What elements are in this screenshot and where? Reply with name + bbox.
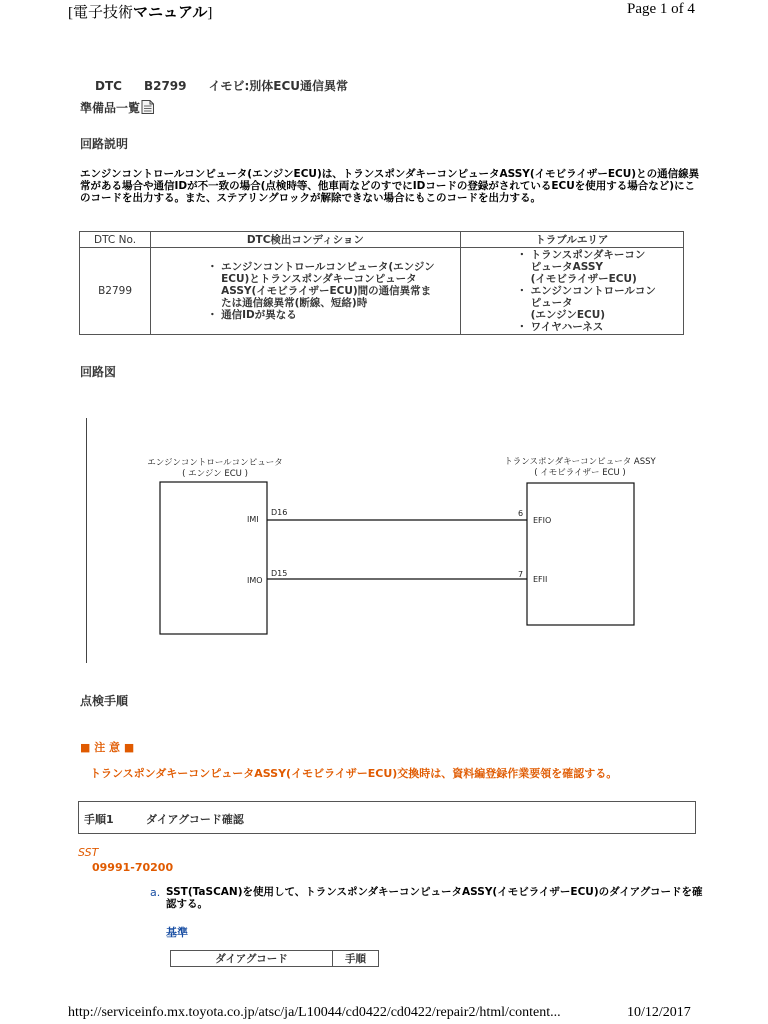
pin-imi-label: IMI bbox=[247, 515, 259, 524]
sst-number: 09991-70200 bbox=[92, 861, 174, 874]
pin-efii-label: EFII bbox=[533, 575, 548, 584]
substep-letter: a. bbox=[150, 886, 161, 899]
preparation-list-label: 準備品一覧 bbox=[80, 101, 141, 115]
caution-label: ■ 注 意 ■ bbox=[80, 741, 135, 754]
dtc-code: B2799 bbox=[143, 79, 187, 93]
trouble-area-header: トラブルエリア bbox=[460, 232, 683, 248]
immobilizer-ecu-box bbox=[527, 483, 634, 625]
header-title-suffix: ] bbox=[207, 5, 213, 21]
condition-item: ・ 通信IDが異なる bbox=[207, 309, 460, 321]
pin-d15-label: D15 bbox=[271, 569, 288, 578]
sst-label: SST bbox=[78, 846, 99, 859]
circuit-description-heading: 回路説明 bbox=[80, 137, 129, 151]
condition-item: ・ エンジンコントロールコンピュータ(エンジン ECU)とトランスポンダキーコンピュータ ASSY(イモビライザーECU)間の通信異常ま たは通信線異常(断線、短絡)時 bbox=[207, 261, 460, 309]
engine-ecu-box bbox=[160, 482, 267, 634]
pin-imo-label: IMO bbox=[247, 576, 263, 585]
footer-date: 10/12/2017 bbox=[627, 1005, 691, 1020]
right-unit-sub: ( イモビライザー ECU ) bbox=[534, 468, 626, 478]
step1-title: ダイアグコード確認 bbox=[146, 813, 244, 826]
dtc-no-header: DTC No. bbox=[80, 232, 151, 248]
dtc-name: イモビ:別体ECU通信異常 bbox=[208, 79, 349, 93]
diag-code-header: ダイアグコード bbox=[171, 951, 333, 967]
footer-url: http://serviceinfo.mx.toyota.co.jp/atsc/ja/L10044/cd0422/cd0422/repair2/html/content... bbox=[68, 1005, 561, 1020]
step1-label: 手順1 bbox=[84, 813, 114, 826]
trouble-area-item: ・ トランスポンダキーコン ピュータASSY (イモビライザーECU) bbox=[517, 249, 683, 285]
dtc-code-cell: B2799 bbox=[80, 248, 151, 335]
right-unit-name: トランスポンダキーコンピュータ ASSY bbox=[504, 457, 656, 467]
inspection-heading: 点検手順 bbox=[80, 694, 129, 708]
left-unit-name: エンジンコントロールコンピュータ bbox=[147, 458, 283, 468]
header-title-prefix: [電子技術 bbox=[68, 5, 133, 21]
trouble-area-item: ・ エンジンコントロールコン ピュータ (エンジンECU) bbox=[517, 285, 683, 321]
page-number: Page 1 of 4 bbox=[627, 1, 695, 17]
substep-text: SST(TaSCAN)を使用して、トランスポンダキーコンピュータASSY(イモビライザーECU)のダイアグコードを確認する。 bbox=[166, 886, 703, 910]
procedure-header: 手順 bbox=[333, 951, 379, 967]
pin-d16-label: D16 bbox=[271, 508, 288, 517]
pin-6-label: 6 bbox=[518, 509, 524, 518]
circuit-description-text: エンジンコントロールコンピュータ(エンジンECU)は、トランスポンダキーコンピュータASSY(イモビライザーECU)との通信線異常がある場合や通信IDが不一致の場合(点検時等、他車両などのすでにIDコードの登録がされているECUを使用する場合など)にこのコードを出力する。また、ステアリングロックが解除できない場合にもこのコードを出力する。 bbox=[80, 168, 700, 204]
left-unit-sub: ( エンジン ECU ) bbox=[182, 469, 248, 479]
caution-text: トランスポンダキーコンピュータASSY(イモビライザーECU)交換時は、資料編登録作業要領を確認する。 bbox=[90, 767, 618, 780]
circuit-diagram-heading: 回路図 bbox=[80, 365, 117, 379]
step1-box bbox=[78, 801, 696, 834]
trouble-area-item: ・ ワイヤハーネス bbox=[517, 321, 683, 333]
pin-efio-label: EFIO bbox=[533, 516, 552, 525]
standard-table bbox=[170, 950, 379, 967]
header-title-bold: マニュアル bbox=[133, 3, 208, 21]
pin-7-label: 7 bbox=[518, 570, 524, 579]
dtc-label: DTC bbox=[95, 79, 122, 93]
standard-label: 基準 bbox=[166, 926, 188, 939]
detection-condition-header: DTC検出コンディション bbox=[151, 232, 461, 248]
